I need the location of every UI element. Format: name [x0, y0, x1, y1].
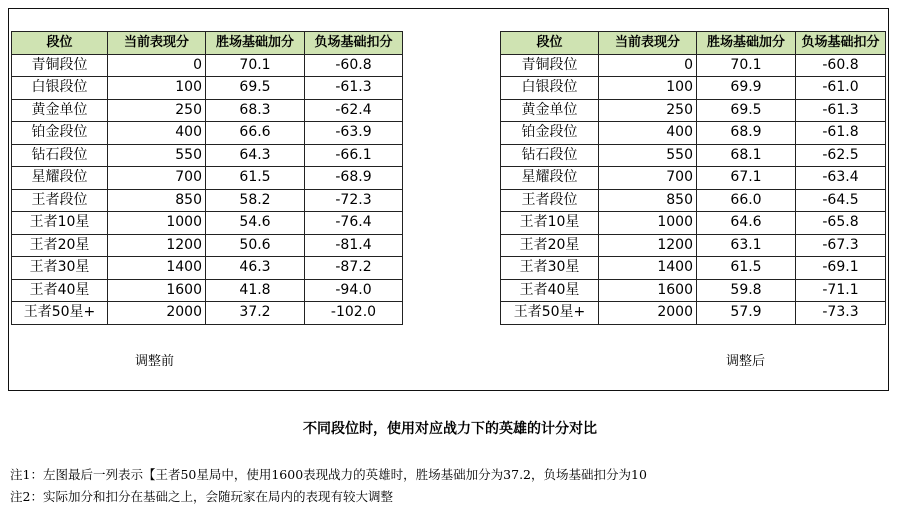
rank-cell: 王者10星: [12, 212, 108, 235]
loss-points-cell: -66.1: [305, 144, 403, 167]
win-points-cell: 64.6: [697, 212, 796, 235]
score-cell: 100: [599, 77, 697, 100]
score-cell: 400: [108, 122, 206, 145]
after-table-row: [501, 144, 886, 167]
after-header-row: [501, 32, 886, 55]
score-cell: 2000: [108, 302, 206, 325]
note-1: 注1：左图最后一列表示【王者50星局中，使用1600表现战力的英雄时，胜场基础加分为37.2，负场基础扣分为10: [10, 467, 647, 482]
score-cell: 550: [108, 144, 206, 167]
rank-cell: 青铜段位: [12, 54, 108, 77]
win-points-cell: 57.9: [697, 302, 796, 325]
rank-cell: 星耀段位: [501, 167, 599, 190]
header-current-score: 当前表现分: [599, 32, 697, 55]
score-cell: 250: [599, 99, 697, 122]
after-table-row: [501, 279, 886, 302]
win-points-cell: 67.1: [697, 167, 796, 190]
loss-points-cell: -64.5: [796, 189, 886, 212]
rank-cell: 黄金单位: [501, 99, 599, 122]
after-table-row: [501, 99, 886, 122]
rank-cell: 王者20星: [501, 234, 599, 257]
header-rank: 段位: [12, 32, 108, 55]
win-points-cell: 68.1: [697, 144, 796, 167]
figure-title: 不同段位时，使用对应战力下的英雄的计分对比: [303, 421, 597, 437]
before-table-row: [12, 212, 403, 235]
rank-cell: 星耀段位: [12, 167, 108, 190]
score-cell: 700: [599, 167, 697, 190]
before-table-row: [12, 99, 403, 122]
header-win-points: 胜场基础加分: [697, 32, 796, 55]
win-points-cell: 69.5: [697, 99, 796, 122]
loss-points-cell: -62.4: [305, 99, 403, 122]
loss-points-cell: -71.1: [796, 279, 886, 302]
rank-cell: 王者段位: [501, 189, 599, 212]
rank-cell: 王者20星: [12, 234, 108, 257]
after-table-row: [501, 189, 886, 212]
win-points-cell: 41.8: [206, 279, 305, 302]
before-table-row: [12, 234, 403, 257]
score-cell: 700: [108, 167, 206, 190]
score-cell: 550: [599, 144, 697, 167]
rank-cell: 王者10星: [501, 212, 599, 235]
loss-points-cell: -61.3: [796, 99, 886, 122]
rank-cell: 王者40星: [12, 279, 108, 302]
before-table-row: [12, 122, 403, 145]
win-points-cell: 66.0: [697, 189, 796, 212]
rank-cell: 钻石段位: [12, 144, 108, 167]
after-table-row: [501, 257, 886, 280]
loss-points-cell: -67.3: [796, 234, 886, 257]
before-table-row: [12, 189, 403, 212]
win-points-cell: 46.3: [206, 257, 305, 280]
before-table-row: [12, 279, 403, 302]
win-points-cell: 66.6: [206, 122, 305, 145]
before-table: [11, 31, 403, 325]
loss-points-cell: -60.8: [305, 54, 403, 77]
score-cell: 0: [108, 54, 206, 77]
after-table-row: [501, 302, 886, 325]
win-points-cell: 37.2: [206, 302, 305, 325]
win-points-cell: 69.5: [206, 77, 305, 100]
header-rank: 段位: [501, 32, 599, 55]
rank-cell: 王者50星+: [501, 302, 599, 325]
loss-points-cell: -68.9: [305, 167, 403, 190]
after-caption: 调整后: [726, 354, 766, 369]
win-points-cell: 68.9: [697, 122, 796, 145]
loss-points-cell: -102.0: [305, 302, 403, 325]
rank-cell: 王者50星+: [12, 302, 108, 325]
loss-points-cell: -72.3: [305, 189, 403, 212]
loss-points-cell: -61.3: [305, 77, 403, 100]
loss-points-cell: -61.0: [796, 77, 886, 100]
win-points-cell: 64.3: [206, 144, 305, 167]
win-points-cell: 63.1: [697, 234, 796, 257]
score-cell: 1000: [108, 212, 206, 235]
after-table-row: [501, 54, 886, 77]
score-cell: 100: [108, 77, 206, 100]
rank-cell: 王者30星: [12, 257, 108, 280]
rank-cell: 钻石段位: [501, 144, 599, 167]
loss-points-cell: -87.2: [305, 257, 403, 280]
header-current-score: 当前表现分: [108, 32, 206, 55]
loss-points-cell: -94.0: [305, 279, 403, 302]
loss-points-cell: -62.5: [796, 144, 886, 167]
header-loss-points: 负场基础扣分: [305, 32, 403, 55]
win-points-cell: 61.5: [697, 257, 796, 280]
rank-cell: 王者段位: [12, 189, 108, 212]
header-win-points: 胜场基础加分: [206, 32, 305, 55]
rank-cell: 白银段位: [501, 77, 599, 100]
win-points-cell: 59.8: [697, 279, 796, 302]
score-cell: 1200: [599, 234, 697, 257]
score-cell: 0: [599, 54, 697, 77]
rank-cell: 铂金段位: [12, 122, 108, 145]
score-cell: 2000: [599, 302, 697, 325]
note-2: 注2：实际加分和扣分在基础之上，会随玩家在局内的表现有较大调整: [10, 489, 393, 504]
before-table-row: [12, 302, 403, 325]
before-caption: 调整前: [135, 354, 175, 369]
score-cell: 1600: [599, 279, 697, 302]
score-cell: 850: [108, 189, 206, 212]
score-cell: 1400: [599, 257, 697, 280]
before-table-row: [12, 257, 403, 280]
loss-points-cell: -69.1: [796, 257, 886, 280]
win-points-cell: 58.2: [206, 189, 305, 212]
loss-points-cell: -60.8: [796, 54, 886, 77]
rank-cell: 青铜段位: [501, 54, 599, 77]
loss-points-cell: -81.4: [305, 234, 403, 257]
score-cell: 400: [599, 122, 697, 145]
loss-points-cell: -73.3: [796, 302, 886, 325]
loss-points-cell: -63.4: [796, 167, 886, 190]
loss-points-cell: -65.8: [796, 212, 886, 235]
before-table-row: [12, 77, 403, 100]
header-loss-points: 负场基础扣分: [796, 32, 886, 55]
rank-cell: 王者30星: [501, 257, 599, 280]
before-table-row: [12, 167, 403, 190]
after-table-row: [501, 234, 886, 257]
win-points-cell: 70.1: [697, 54, 796, 77]
after-table: [500, 31, 886, 325]
win-points-cell: 68.3: [206, 99, 305, 122]
rank-cell: 白银段位: [12, 77, 108, 100]
win-points-cell: 69.9: [697, 77, 796, 100]
note-fade: [730, 460, 840, 484]
before-header-row: [12, 32, 403, 55]
win-points-cell: 54.6: [206, 212, 305, 235]
after-table-row: [501, 122, 886, 145]
score-cell: 1600: [108, 279, 206, 302]
win-points-cell: 61.5: [206, 167, 305, 190]
score-cell: 1200: [108, 234, 206, 257]
after-table-row: [501, 167, 886, 190]
score-cell: 250: [108, 99, 206, 122]
before-table-row: [12, 144, 403, 167]
rank-cell: 铂金段位: [501, 122, 599, 145]
score-cell: 1400: [108, 257, 206, 280]
score-cell: 850: [599, 189, 697, 212]
after-table-row: [501, 212, 886, 235]
rank-cell: 王者40星: [501, 279, 599, 302]
score-cell: 1000: [599, 212, 697, 235]
loss-points-cell: -76.4: [305, 212, 403, 235]
before-table-row: [12, 54, 403, 77]
rank-cell: 黄金单位: [12, 99, 108, 122]
loss-points-cell: -63.9: [305, 122, 403, 145]
win-points-cell: 70.1: [206, 54, 305, 77]
loss-points-cell: -61.8: [796, 122, 886, 145]
after-table-row: [501, 77, 886, 100]
win-points-cell: 50.6: [206, 234, 305, 257]
